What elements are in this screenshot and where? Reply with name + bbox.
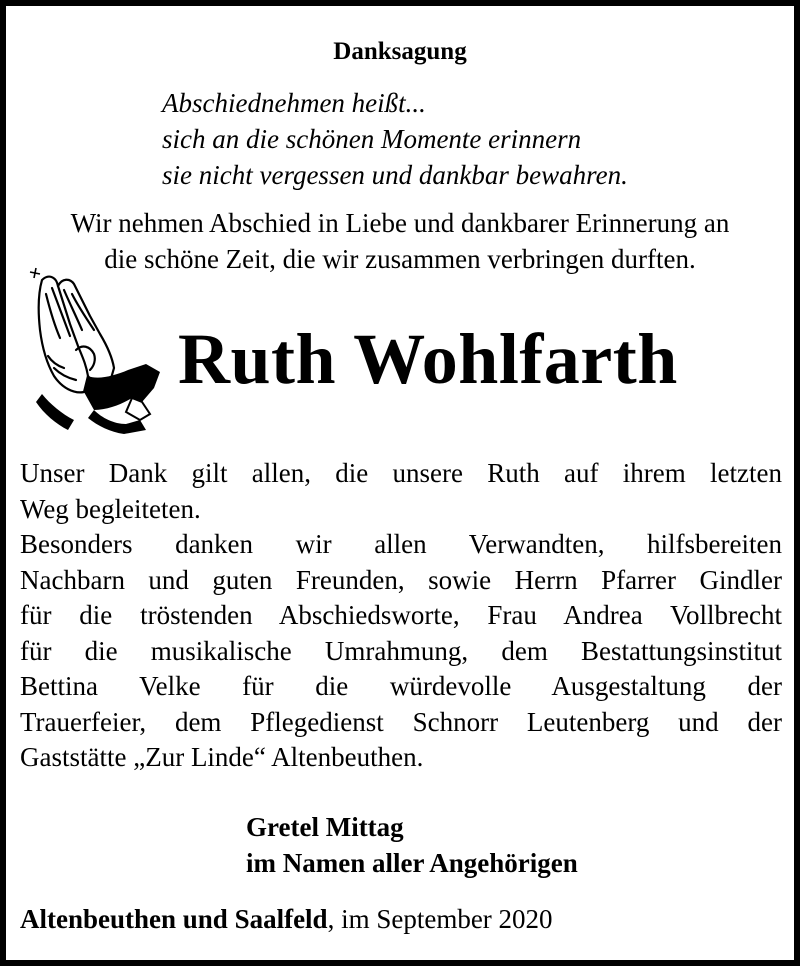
body-line: Gaststätte „Zur Linde“ Altenbeuthen. xyxy=(20,742,424,772)
intro-line: die schöne Zeit, die wir zusammen verbringen durften. xyxy=(104,244,696,274)
body-line: für die musikalische Umrahmung, dem Bestattungsinstitut xyxy=(20,635,782,666)
deceased-name: Ruth Wohlfarth xyxy=(178,319,678,399)
heading: Danksagung xyxy=(333,38,467,65)
body-line: Unser Dank gilt allen, die unsere Ruth auf ihrem letzten xyxy=(20,458,782,488)
poem-line: sie nicht vergessen und dankbar bewahren. xyxy=(162,160,628,190)
thank-you-text xyxy=(20,456,782,776)
footer-date: , im September 2020 xyxy=(327,904,553,934)
body-line: Weg begleiteten. xyxy=(20,493,201,524)
poem-line: Abschiednehmen heißt... xyxy=(162,88,426,118)
poem-line: sich an die schönen Momente erinnern xyxy=(162,124,582,154)
footer-place-date xyxy=(20,904,553,935)
signature-on-behalf: im Namen aller Angehörigen xyxy=(246,848,578,878)
body-line: Nachbarn und guten Freunden, sowie Herrn Pfarrer Gindler xyxy=(20,564,782,595)
signature-name: Gretel Mittag xyxy=(246,812,404,842)
body-line: Besonders danken wir allen Verwandten, hilfsbereiten xyxy=(20,529,782,559)
body-line: Bettina Velke für die würdevolle Ausgestaltung der xyxy=(20,671,782,701)
intro-line: Wir nehmen Abschied in Liebe und dankbarer Erinnerung an xyxy=(70,208,730,238)
footer-place: Altenbeuthen und Saalfeld xyxy=(20,904,328,934)
body-line: Trauerfeier, dem Pflegedienst Schnorr Leutenberg und der xyxy=(20,706,782,737)
praying-hands-icon xyxy=(28,264,172,436)
body-line: für die tröstenden Abschiedsworte, Frau Andrea Vollbrecht xyxy=(20,600,782,630)
